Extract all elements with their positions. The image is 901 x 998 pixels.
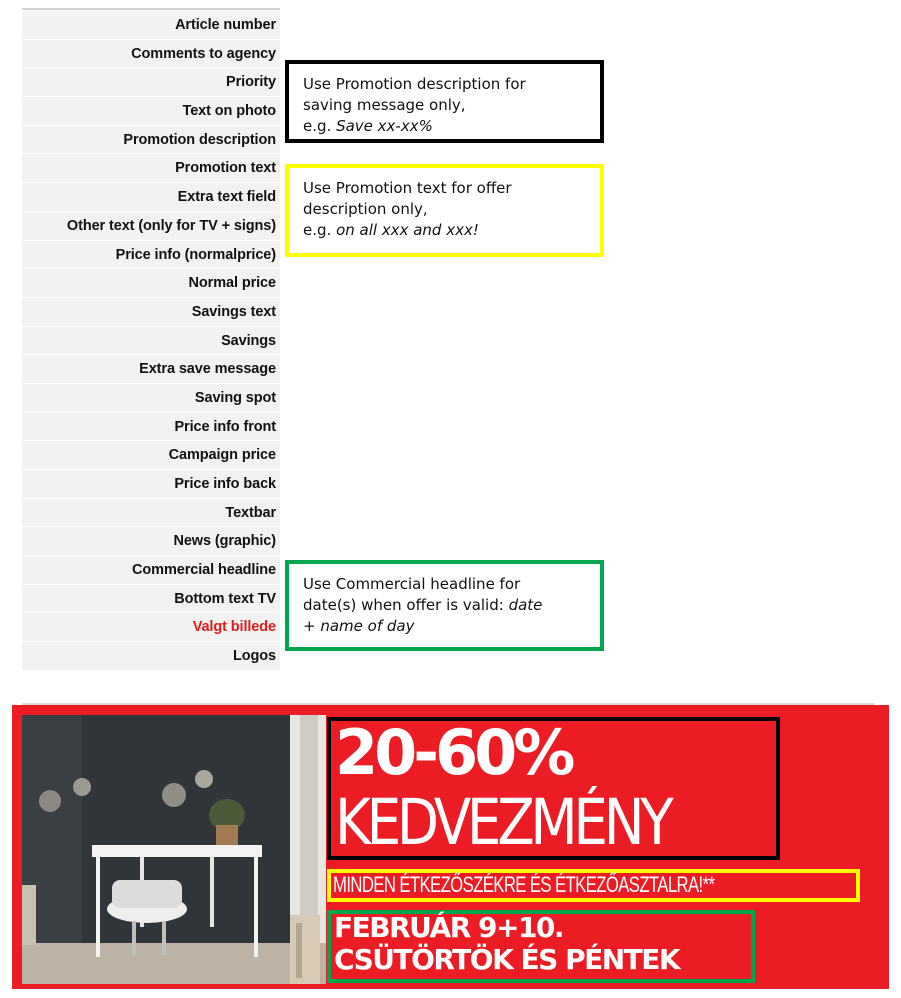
promotion-text: MINDEN ÉTKEZŐSZÉKRE ÉS ÉTKEZŐASZTALRA!** (333, 872, 715, 897)
promotion-description-note (285, 60, 604, 143)
field-row (22, 384, 280, 412)
field-row (22, 126, 280, 154)
field-row (22, 40, 280, 68)
field-label: Extra text field (177, 189, 276, 206)
field-label: Valgt billede (192, 619, 276, 636)
commercial-headline-note (285, 560, 604, 651)
field-label: Article number (175, 17, 276, 33)
field-row (22, 470, 280, 498)
field-row (22, 68, 280, 96)
field-label: Commercial headline (132, 562, 276, 579)
field-label: Extra save message (139, 361, 276, 378)
field-label: Promotion description (123, 131, 276, 148)
field-row (22, 183, 280, 211)
field-label: Saving spot (194, 389, 276, 406)
field-row (22, 642, 280, 670)
note-line: Use Promotion text for offer (303, 179, 512, 197)
field-row (22, 327, 280, 355)
note-line: description only, (303, 200, 428, 218)
field-row (22, 527, 280, 555)
field-row (22, 585, 280, 613)
field-row (22, 413, 280, 441)
desk-chair-photo-icon (22, 715, 326, 984)
offer-dates: FEBRUÁR 9+10. (334, 911, 564, 944)
field-row (22, 613, 280, 641)
field-label: Campaign price (168, 447, 276, 464)
note-line: + name of day (303, 617, 415, 635)
discount-label: KEDVEZMÉNY (335, 786, 670, 859)
note-line: Use Promotion description for (303, 75, 526, 93)
field-label: Other text (only for TV + signs) (66, 217, 276, 234)
field-list (22, 11, 280, 671)
field-row (22, 441, 280, 469)
note-line: Use Commercial headline for (303, 575, 521, 593)
field-row (22, 11, 280, 39)
note-line: saving message only, (303, 96, 466, 114)
promo-banner (12, 705, 889, 989)
field-label: Normal price (188, 275, 276, 292)
field-row (22, 298, 280, 326)
field-row (22, 355, 280, 383)
field-row (22, 241, 280, 269)
field-row (22, 154, 280, 182)
field-label: Savings text (191, 303, 276, 320)
offer-days: CSÜTÖRTÖK ÉS PÉNTEK (334, 943, 680, 976)
field-row (22, 269, 280, 297)
field-label: Price info (normalprice) (115, 246, 276, 263)
note-line: date(s) when offer is valid: date (303, 596, 543, 614)
field-label: Price info back (174, 476, 276, 492)
field-label: Promotion text (175, 160, 276, 177)
field-label: Text on photo (182, 103, 276, 120)
field-label: Bottom text TV (174, 590, 276, 607)
field-label: Priority (226, 74, 276, 91)
field-label: Logos (233, 648, 276, 665)
savings-headline: 20-60% (335, 716, 572, 789)
field-row (22, 97, 280, 125)
field-label: Comments to agency (131, 45, 276, 62)
field-label: Textbar (225, 504, 276, 521)
field-label: News (graphic) (173, 533, 276, 550)
field-row (22, 212, 280, 240)
product-photo (22, 715, 326, 984)
field-label: Savings (221, 332, 276, 349)
note-example: e.g. Save xx-xx% (303, 117, 433, 135)
promotion-text-note (285, 164, 604, 257)
list-top-divider (22, 8, 280, 10)
field-row (22, 556, 280, 584)
note-example: e.g. on all xxx and xxx! (303, 221, 479, 239)
field-row (22, 499, 280, 527)
field-label: Price info front (174, 418, 276, 435)
